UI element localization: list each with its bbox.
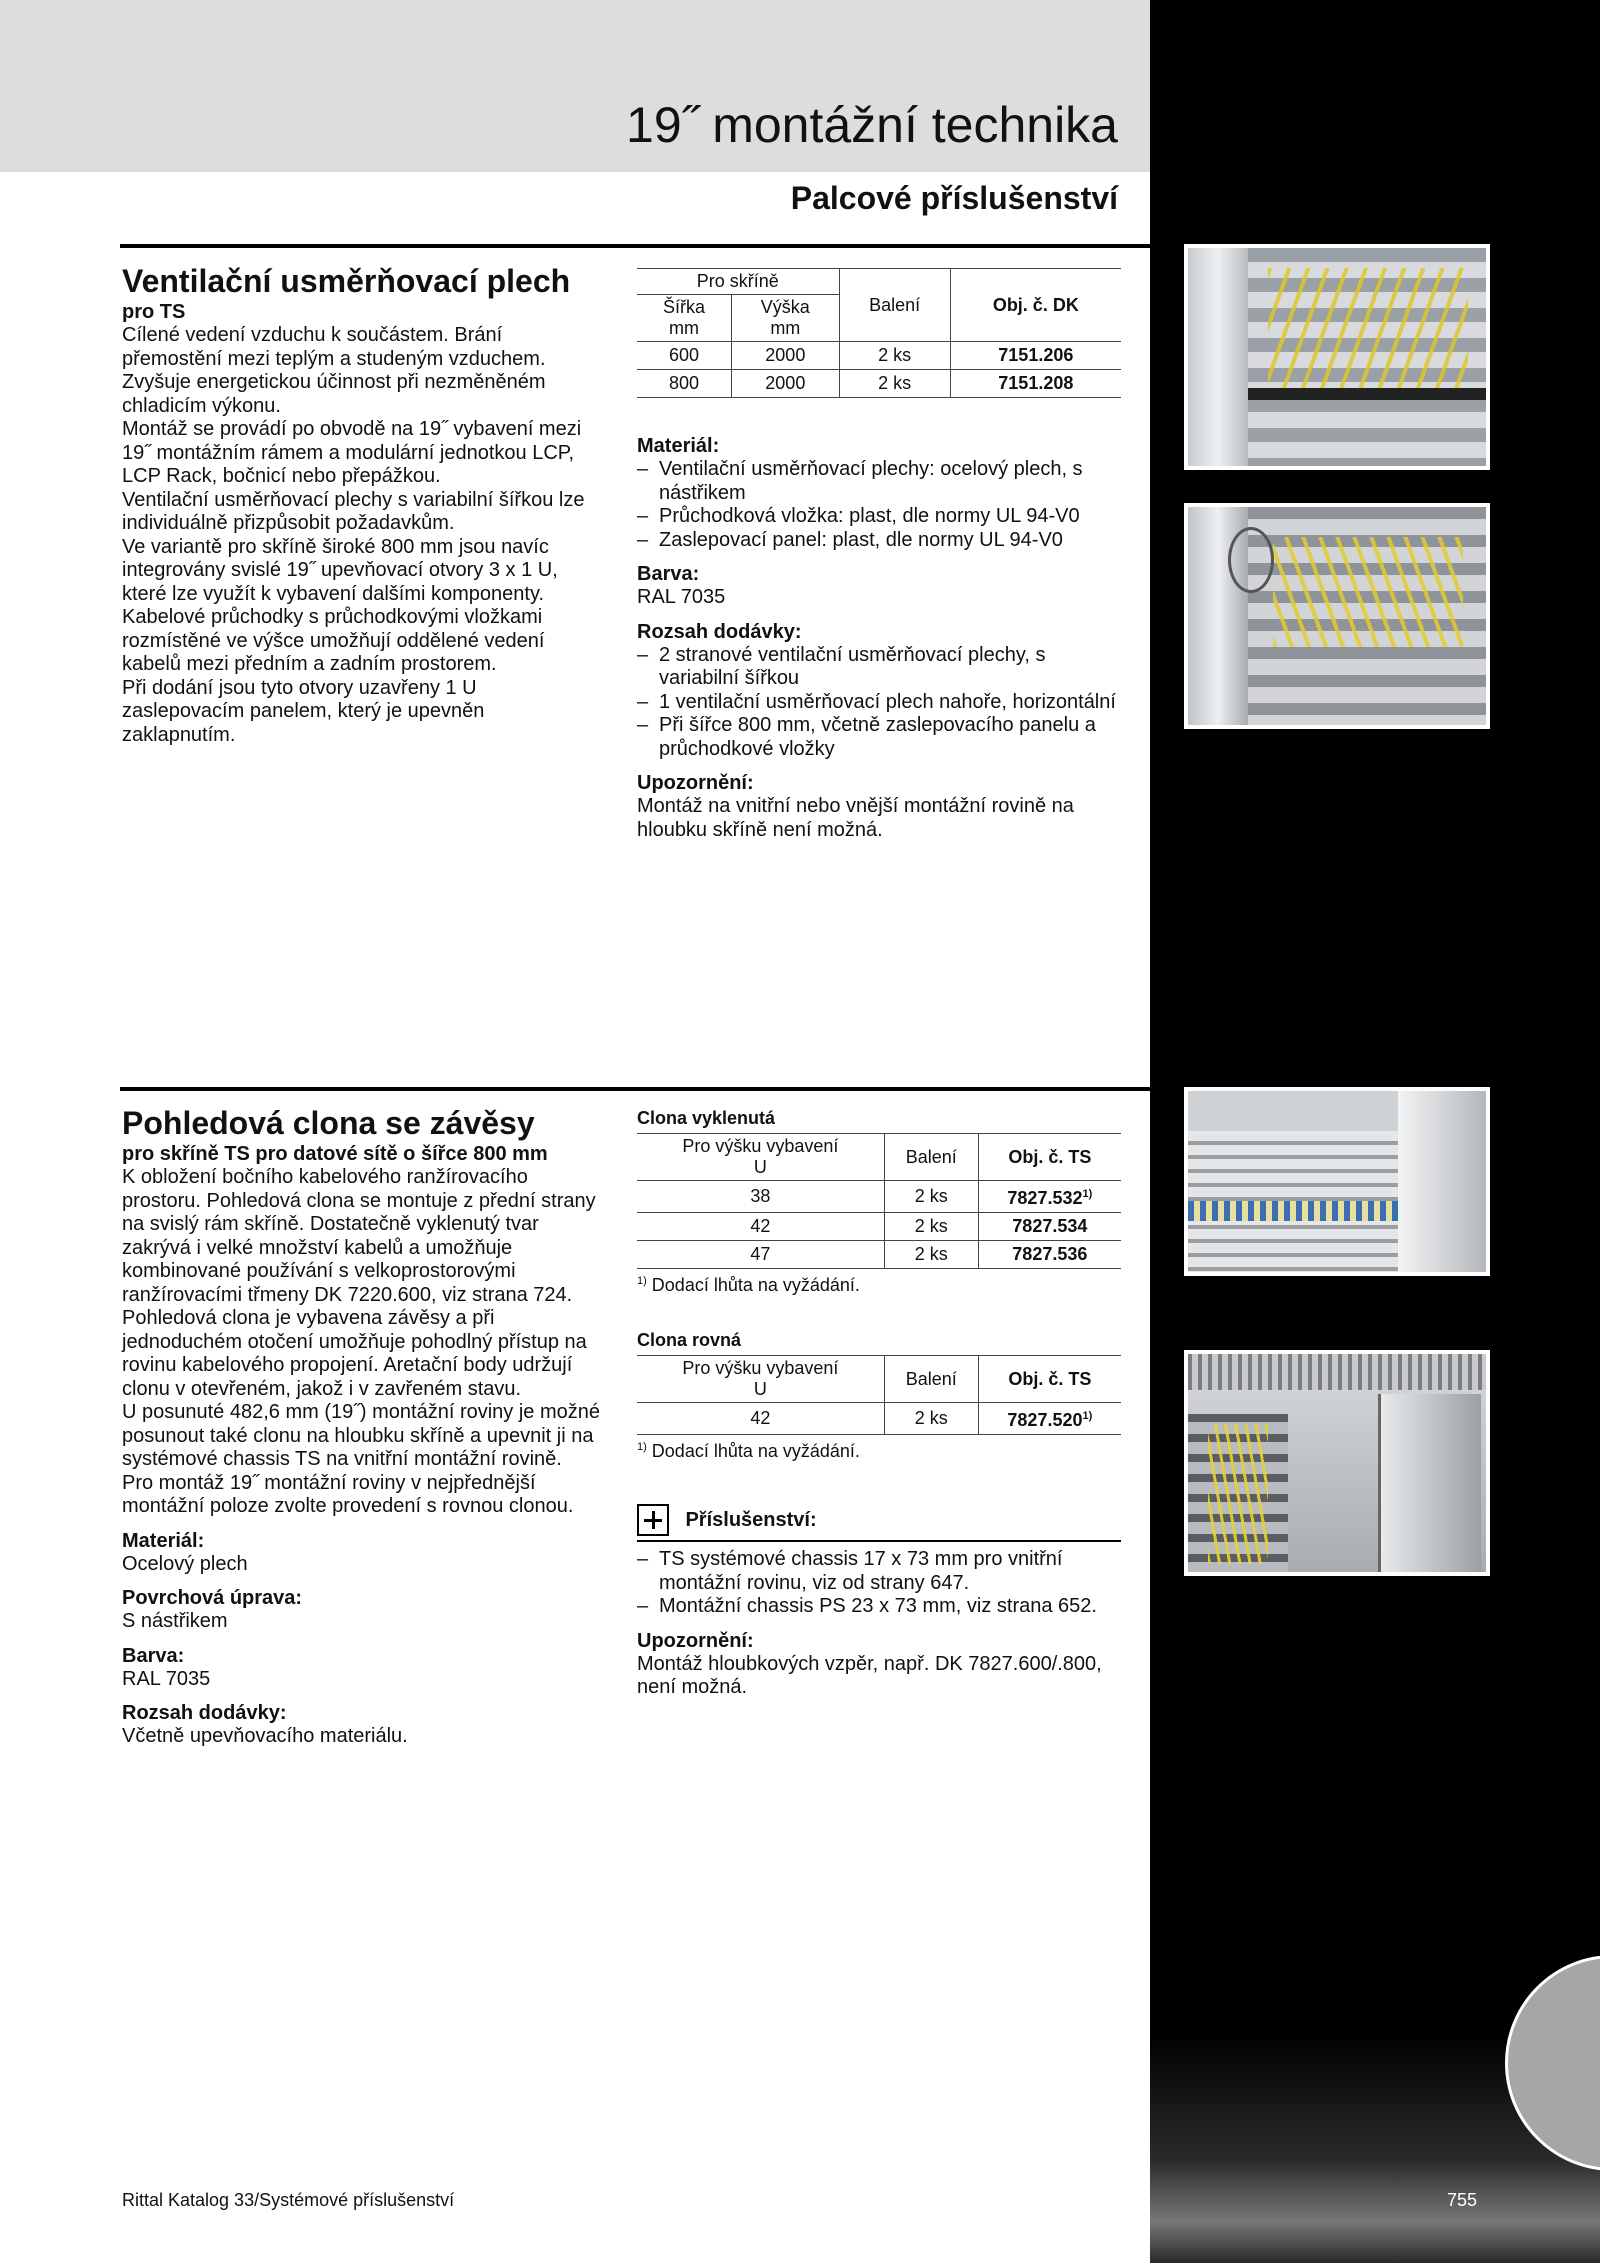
note-value: Montáž na vnitřní nebo vnější montážní rovině na hloubku skříně není možná.	[637, 795, 1074, 841]
product-photo-rack-2	[1184, 503, 1490, 729]
cell-order	[978, 1403, 1121, 1435]
section2-heading: Pohledová clona se závěsy	[122, 1105, 535, 1141]
cell-width: 800	[637, 370, 732, 398]
col-height-unit: U	[753, 1157, 767, 1177]
table-row	[637, 370, 1121, 398]
scope-value: Včetně upevňovacího materiálu.	[122, 1725, 408, 1747]
scope-list	[637, 644, 1121, 762]
section2-right	[637, 1108, 1121, 1700]
page-title: 19˝ montážní technika	[626, 97, 1118, 153]
color-value: RAL 7035	[122, 1667, 211, 1690]
col-height-label: Pro výšku vybavení	[682, 1358, 839, 1378]
accessories-label: Příslušenství:	[685, 1509, 817, 1531]
surface-label: Povrchová úprava:	[122, 1587, 303, 1609]
col-width-unit: mm	[669, 318, 700, 338]
cell-height: 47	[637, 1241, 884, 1269]
col-width-label: Šířka	[663, 297, 706, 317]
list-item: – 2 stranové ventilační usměrňovací plechy, s variabilní šířkou	[637, 644, 1121, 691]
cell-height: 2000	[732, 342, 840, 370]
table-row	[637, 1241, 1121, 1269]
table2-footnote	[637, 1441, 1121, 1462]
col-width	[637, 295, 732, 342]
cell-order: 7151.206	[950, 342, 1121, 370]
list-item: – 1 ventilační usměrňovací plech nahoře, horizontální	[637, 691, 1121, 715]
cell-pack: 2 ks	[884, 1241, 978, 1269]
material-label: Materiál:	[122, 1529, 205, 1552]
cell-order: 7827.536	[978, 1241, 1121, 1269]
table-row	[637, 1403, 1121, 1435]
col-height	[637, 1134, 884, 1181]
section2-paragraph: Pohledová clona je vybavena závěsy a při jednoduchém otočení umožňuje pohodlný přístup na rovinu kabelového propojení. Aretační body udržují clonu v otevřeném, jakož i v zavřeném stavu.	[122, 1307, 587, 1400]
list-item: – Zaslepovací panel: plast, dle normy UL 94-V0	[637, 529, 1121, 553]
cell-order: 7827.534	[978, 1213, 1121, 1241]
footnote-mark: 1)	[1082, 1410, 1093, 1422]
section1-paragraph: Montáž se provádí po obvodě na 19˝ vybavení mezi 19˝ montážním rámem a modulární jednotkou LCP, LCP Rack, bočnicí nebo přepážkou.	[122, 418, 582, 487]
col-height-label: Výška	[760, 297, 810, 317]
plus-icon	[637, 1504, 669, 1536]
col-group-cabinets: Pro skříně	[637, 269, 839, 295]
cell-height: 42	[637, 1213, 884, 1241]
accessories-header	[637, 1504, 1121, 1542]
curved-screen-table	[637, 1133, 1121, 1269]
color-label: Barva:	[122, 1644, 185, 1667]
list-item: – Průchodková vložka: plast, dle normy UL 94-V0	[637, 505, 1121, 529]
list-item: – Ventilační usměrňovací plechy: ocelový plech, s nástřikem	[637, 458, 1121, 505]
cell-order: 7151.208	[950, 370, 1121, 398]
accessories-list	[637, 1548, 1121, 1619]
cell-pack: 2 ks	[839, 342, 950, 370]
table-row	[637, 1213, 1121, 1241]
note-label: Upozornění:	[637, 772, 754, 794]
material-label: Materiál:	[637, 435, 720, 457]
section1-paragraph: Při dodání jsou tyto otvory uzavřeny 1 U zaslepovacím panelem, který je upevněn zaklapnutím.	[122, 676, 485, 746]
cell-order	[978, 1181, 1121, 1213]
col-order: Obj. č. TS	[978, 1134, 1121, 1181]
footnote-text: Dodací lhůta na vyžádání.	[651, 1275, 860, 1295]
color-value: RAL 7035	[637, 586, 726, 608]
col-order: Obj. č. DK	[950, 269, 1121, 342]
ventilation-table	[637, 268, 1121, 398]
section1-left	[122, 262, 602, 747]
list-item: – Při šířce 800 mm, včetně zaslepovacího panelu a průchodkové vložky	[637, 714, 1121, 761]
col-pack: Balení	[839, 269, 950, 342]
page-number: 755	[1447, 2190, 1478, 2210]
section1-paragraph: Ve variantě pro skříně široké 800 mm jsou navíc integrovány svislé 19˝ upevňovací otvory 3 x 1 U, které lze využít k vybavení dalšími komponenty. Kabelové průchodky s průchodkovými vložkami rozmístěné ve výšce umožňují oddělené vedení kabelů mezi předním a zadním prostorem.	[122, 535, 558, 675]
col-pack: Balení	[884, 1356, 978, 1403]
cell-height: 42	[637, 1403, 884, 1435]
section2-subheading: pro skříně TS pro datové sítě o šířce 800 mm	[122, 1143, 548, 1165]
footnote-mark: 1)	[1082, 1188, 1093, 1200]
footnote-text: Dodací lhůta na vyžádání.	[651, 1441, 860, 1461]
table1-footnote	[637, 1275, 1121, 1296]
table-row	[637, 342, 1121, 370]
flat-screen-table	[637, 1355, 1121, 1435]
section2-left	[122, 1104, 606, 1749]
order-number: 7827.532	[1007, 1188, 1083, 1208]
section1-paragraph: Ventilační usměrňovací plechy s variabilní šířkou lze individuálně přizpůsobit požadavkům.	[122, 488, 585, 534]
table2-title: Clona rovná	[637, 1330, 742, 1350]
material-value: Ocelový plech	[122, 1552, 248, 1575]
col-height-unit: mm	[770, 318, 801, 338]
col-height-label: Pro výšku vybavení	[682, 1136, 839, 1156]
section1-paragraph: Cílené vedení vzduchu k součástem. Brání přemostění mezi teplým a studeným vzduchem. Zvyšuje energetickou účinnost při nezměněném chladicím výkonu.	[122, 324, 546, 417]
cell-pack: 2 ks	[884, 1403, 978, 1435]
list-item: – Montážní chassis PS 23 x 73 mm, viz strana 652.	[637, 1595, 1121, 1619]
section2-paragraph: U posunuté 482,6 mm (19˝) montážní roviny je možné posunout také clonu na hloubku skříně a upevnit ji na systémové chassis TS na vnitřní montážní rovině.	[122, 1401, 600, 1470]
section1-right	[637, 268, 1121, 842]
col-height	[637, 1356, 884, 1403]
cell-width: 600	[637, 342, 732, 370]
surface-value: S nástřikem	[122, 1610, 228, 1632]
scope-label: Rozsah dodávky:	[122, 1702, 287, 1724]
product-photo-rack-1	[1184, 244, 1490, 470]
section2-rule	[120, 1087, 1150, 1091]
page-subtitle: Palcové příslušenství	[790, 180, 1118, 216]
footnote-mark: 1)	[637, 1275, 647, 1287]
table1-title: Clona vyklenutá	[637, 1108, 776, 1128]
material-list	[637, 458, 1121, 552]
list-item: – TS systémové chassis 17 x 73 mm pro vnitřní montážní rovinu, viz od strany 647.	[637, 1548, 1121, 1595]
product-photo-screen-curved	[1184, 1087, 1490, 1276]
section1-subheading: pro TS	[122, 301, 186, 323]
order-number: 7827.520	[1007, 1410, 1083, 1430]
section1-rule	[120, 244, 1150, 248]
scope-label: Rozsah dodávky:	[637, 620, 802, 643]
col-height	[732, 295, 840, 342]
footnote-mark: 1)	[637, 1441, 647, 1453]
col-pack: Balení	[884, 1134, 978, 1181]
color-label: Barva:	[637, 563, 700, 585]
cell-height: 38	[637, 1181, 884, 1213]
cell-pack: 2 ks	[884, 1213, 978, 1241]
section2-paragraph: Pro montáž 19˝ montážní roviny v nejpřednější montážní poloze zvolte provedení s rovnou clonou.	[122, 1471, 574, 1517]
cell-pack: 2 ks	[884, 1181, 978, 1213]
section1-heading: Ventilační usměrňovací plech	[122, 263, 571, 299]
footer-catalog: Rittal Katalog 33/Systémové příslušenství	[122, 2190, 455, 2210]
cell-pack: 2 ks	[839, 370, 950, 398]
col-height-unit: U	[753, 1379, 767, 1399]
note-label: Upozornění:	[637, 1629, 754, 1652]
col-order: Obj. č. TS	[978, 1356, 1121, 1403]
section2-paragraph: K obložení bočního kabelového ranžírovacího prostoru. Pohledová clona se montuje z přední strany na svislý rám skříně. Dostatečně vyklenutý tvar zakrývá i velké množství kabelů a umožňuje kombinované používání s velkoprostorovými ranžírovacími třmeny DK 7220.600, viz strana 724.	[122, 1166, 596, 1306]
table-row	[637, 1181, 1121, 1213]
note-value: Montáž hloubkových vzpěr, např. DK 7827.600/.800, není možná.	[637, 1652, 1102, 1698]
product-photo-screen-flat	[1184, 1350, 1490, 1576]
cell-height: 2000	[732, 370, 840, 398]
